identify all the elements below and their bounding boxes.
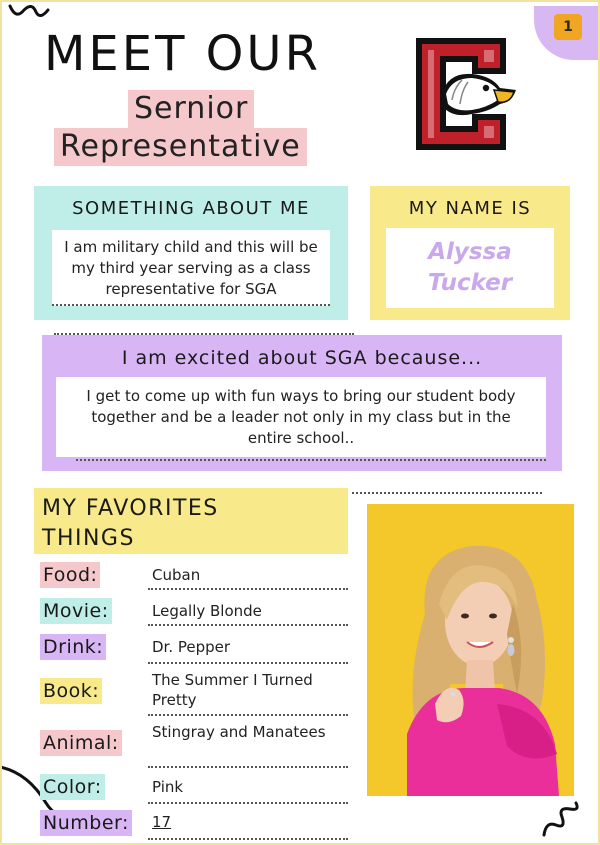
eagle-c-logo-icon (402, 28, 520, 160)
dotted-divider (148, 802, 348, 804)
swirl-decoration-icon (8, 2, 58, 24)
favorite-label: Food: (40, 562, 100, 588)
name-card (370, 186, 570, 320)
favorites-heading-line-2: THINGS (42, 526, 135, 551)
subtitle-line-1: Sernior (128, 90, 254, 128)
favorite-value: Cuban (152, 566, 201, 584)
page-number-badge: 1 (554, 14, 582, 40)
about-me-heading: SOMETHING ABOUT ME (72, 198, 310, 219)
favorites-header (34, 488, 348, 554)
dotted-divider (148, 838, 348, 840)
about-me-text: I am military child and this will be my third year serving as a class representative for SGA (64, 237, 318, 298)
favorite-value: 17 (152, 813, 172, 831)
excited-text: I get to come up with fun ways to bring our student body together and be a leader not only in my class but in the entire school.. (86, 386, 516, 447)
last-name: Tucker (427, 270, 513, 296)
excited-heading: I am excited about SGA because... (121, 347, 483, 369)
favorite-label: Color: (40, 774, 105, 800)
dotted-divider (148, 766, 348, 768)
favorites-heading (42, 494, 219, 554)
favorite-value: Stingray and Manatees (152, 723, 326, 741)
favorite-value: The Summer I Turned Pretty (152, 671, 313, 709)
excited-text-box (56, 377, 546, 457)
favorite-value: Dr. Pepper (152, 638, 231, 656)
favorite-label: Movie: (40, 598, 112, 624)
favorite-label: Number: (40, 810, 132, 836)
name-text-box (386, 228, 554, 308)
favorite-label: Drink: (40, 634, 106, 660)
favorite-value: Legally Blonde (152, 602, 262, 620)
favorite-label: Animal: (40, 730, 122, 756)
dotted-divider (352, 492, 542, 494)
dotted-divider (148, 662, 348, 664)
swirl-decoration-icon (540, 799, 590, 839)
dotted-divider (76, 459, 546, 461)
about-me-card (34, 186, 348, 320)
favorite-label: Book: (40, 678, 102, 704)
dotted-divider (148, 714, 348, 716)
dotted-divider (148, 588, 348, 590)
about-me-text-box (52, 230, 330, 306)
favorites-heading-line-1: MY FAVORITES (42, 496, 219, 521)
name-heading: MY NAME IS (408, 198, 532, 219)
first-name: Alyssa (428, 239, 512, 265)
dotted-divider (148, 624, 348, 626)
subtitle-line-2: Representative (54, 128, 307, 166)
page-title: MEET OUR (44, 26, 321, 82)
favorite-value: Pink (152, 778, 184, 796)
student-portrait-photo (367, 504, 574, 796)
dotted-divider (52, 304, 330, 306)
excited-card (42, 335, 562, 471)
